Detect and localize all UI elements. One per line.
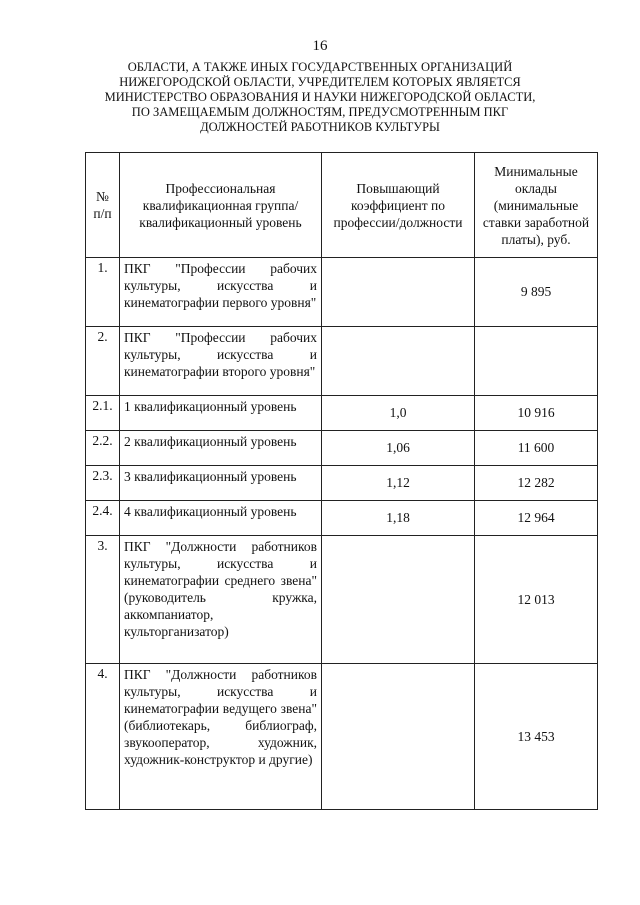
header-group: Профессиональная квалификационная группа/квалификационный уровень bbox=[120, 153, 322, 258]
row-num: 2.3. bbox=[86, 466, 120, 501]
table-row bbox=[86, 431, 598, 466]
table-row bbox=[86, 466, 598, 501]
row-group: ПКГ "Профессии рабочих культуры, искусства и кинематографии первого уровня" bbox=[120, 258, 322, 327]
row-pay: 12 282 bbox=[475, 466, 598, 501]
row-pay: 12 964 bbox=[475, 501, 598, 536]
row-coef bbox=[322, 536, 475, 664]
row-pay: 10 916 bbox=[475, 396, 598, 431]
row-coef: 1,18 bbox=[322, 501, 475, 536]
row-coef bbox=[322, 327, 475, 396]
row-num: 2.4. bbox=[86, 501, 120, 536]
row-num: 2.2. bbox=[86, 431, 120, 466]
row-group: 3 квалификационный уровень bbox=[120, 466, 322, 501]
row-group: ПКГ "Должности работников культуры, искусства и кинематографии ведущего звена" (библиотекарь, библиограф, звукооператор, художник, художник-конструктор и другие) bbox=[120, 664, 322, 810]
table-row bbox=[86, 664, 598, 810]
row-num: 1. bbox=[86, 258, 120, 327]
row-num: 2.1. bbox=[86, 396, 120, 431]
table-header-row bbox=[86, 153, 598, 258]
row-group: ПКГ "Должности работников культуры, искусства и кинематографии среднего звена" (руководитель кружка, аккомпаниатор, культорганизатор) bbox=[120, 536, 322, 664]
row-pay: 12 013 bbox=[475, 536, 598, 664]
row-group: 1 квалификационный уровень bbox=[120, 396, 322, 431]
row-num: 2. bbox=[86, 327, 120, 396]
header-pay: Минимальные оклады (минимальные ставки заработной платы), руб. bbox=[475, 153, 598, 258]
row-num: 4. bbox=[86, 664, 120, 810]
table-row bbox=[86, 396, 598, 431]
table-row bbox=[86, 258, 598, 327]
row-pay: 13 453 bbox=[475, 664, 598, 810]
row-group: 4 квалификационный уровень bbox=[120, 501, 322, 536]
page-number: 16 bbox=[312, 38, 328, 54]
row-coef: 1,0 bbox=[322, 396, 475, 431]
row-coef bbox=[322, 258, 475, 327]
row-group: ПКГ "Профессии рабочих культуры, искусства и кинематографии второго уровня" bbox=[120, 327, 322, 396]
row-coef: 1,06 bbox=[322, 431, 475, 466]
salary-table bbox=[85, 152, 598, 810]
table-row bbox=[86, 536, 598, 664]
table-row bbox=[86, 327, 598, 396]
table-row bbox=[86, 501, 598, 536]
row-pay bbox=[475, 327, 598, 396]
row-num: 3. bbox=[86, 536, 120, 664]
row-pay: 9 895 bbox=[475, 258, 598, 327]
header-coef: Повышающий коэффициент по профессии/должности bbox=[322, 153, 475, 258]
row-coef: 1,12 bbox=[322, 466, 475, 501]
row-coef bbox=[322, 664, 475, 810]
section-heading: ОБЛАСТИ, А ТАКЖЕ ИНЫХ ГОСУДАРСТВЕННЫХ ОРГАНИЗАЦИЙ НИЖЕГОРОДСКОЙ ОБЛАСТИ, УЧРЕДИТЕЛЕМ КОТОРЫХ ЯВЛЯЕТСЯ МИНИСТЕРСТВО ОБРАЗОВАНИЯ И НАУКИ НИЖЕГОРОДСКОЙ ОБЛАСТИ, ПО ЗАМЕЩАЕМЫМ ДОЛЖНОСТЯМ, ПРЕДУСМОТРЕННЫМ ПКГ ДОЛЖНОСТЕЙ РАБОТНИКОВ КУЛЬТУРЫ bbox=[104, 60, 536, 134]
row-group: 2 квалификационный уровень bbox=[120, 431, 322, 466]
header-num: № п/п bbox=[86, 153, 120, 258]
row-pay: 11 600 bbox=[475, 431, 598, 466]
